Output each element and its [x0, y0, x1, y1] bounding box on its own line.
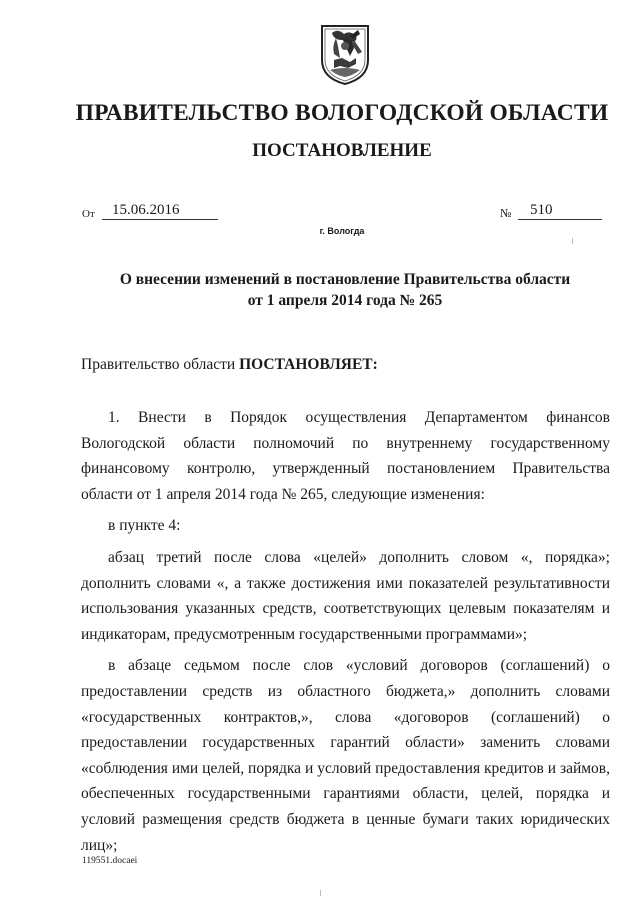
document-subject: [80, 269, 610, 311]
vologda-coat-of-arms-icon: [320, 24, 370, 86]
resolution-verb: ПОСТАНОВЛЯЕТ:: [239, 356, 378, 373]
resolution-statement: [81, 356, 378, 374]
document-body: [81, 405, 610, 864]
subject-line-2: от 1 апреля 2014 года № 265: [247, 292, 443, 309]
document-type: ПОСТАНОВЛЕНИЕ: [252, 140, 432, 161]
scan-artifact: [572, 238, 573, 244]
footer-filename: 119551.docaei: [82, 856, 138, 866]
paragraph-4: в абзаце седьмом после слов «условий договоров (соглашений) о предоставлении средств из областного бюджета,» дополнить словами «государственных контрактов,», слова «договоров (соглашений) о предоставлении государственных гарантий области» заменить словами «соблюдения ими целей, порядка и условий предоставления кредитов и займов, обеспеченных государственными гарантиями области, целей, порядка и условий размещения средств бюджета в ценные бумаги таких юридических лиц»;: [81, 657, 610, 854]
number-label: №: [500, 206, 512, 220]
resolution-prefix: Правительство области: [81, 356, 240, 373]
city-name: г. Вологда: [319, 226, 365, 236]
date-label: От: [82, 208, 95, 220]
paragraph-2: в пункте 4:: [108, 517, 181, 535]
scan-artifact: [320, 890, 321, 896]
document-date: 15.06.2016: [102, 201, 218, 220]
document-number: 510: [518, 201, 602, 220]
paragraph-1: 1. Внести в Порядок осуществления Департаментом финансов Вологодской области полномочий по внутреннему государственному финансовому контролю, утвержденный постановлением Правительства области от 1 апреля 2014 года № 265, следующие изменения:: [81, 409, 610, 503]
subject-line-1: О внесении изменений в постановление Правительства области: [119, 271, 571, 288]
paragraph-3: абзац третий после слова «целей» дополнить словом «, порядка»; дополнить словами «, а также достижения ими показателей результативности использования указанных средств, соответствующих целевым показателям и индикаторам, предусмотренным государственными программами»;: [81, 548, 610, 643]
government-title: ПРАВИТЕЛЬСТВО ВОЛОГОДСКОЙ ОБЛАСТИ: [75, 100, 609, 126]
